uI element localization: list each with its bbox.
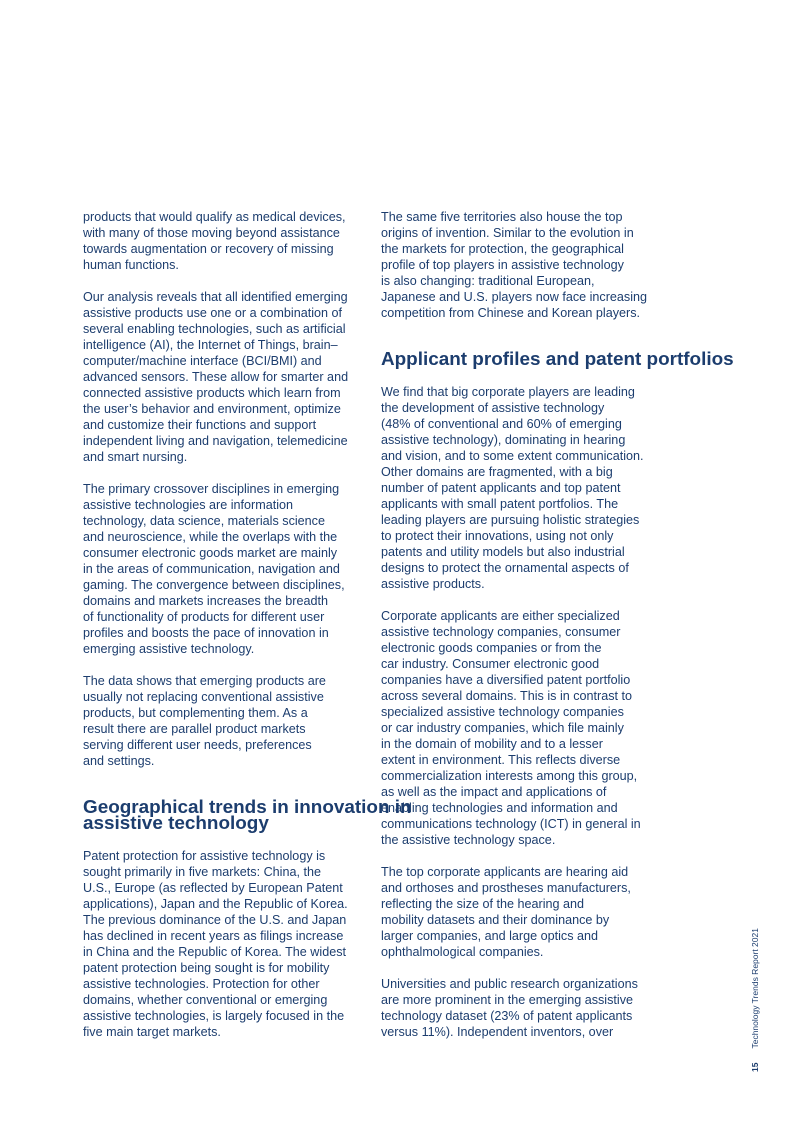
paragraph: The data shows that emerging products are usually not replacing conventional assistive products, but complementing them. As a result there are parallel product markets serving different user needs, preferences and settings. xyxy=(83,674,326,768)
paragraph: The primary crossover disciplines in emerging assistive technologies are information technology, data science, materials science and neuroscience, while the overlaps with the consumer electronic goods market are mainly in the areas of communication, navigation and gaming. The convergence between disciplines, domains and markets increases the breadth of functionality of products for different user profiles and boosts the pace of innovation in emerging assistive technology. xyxy=(83,482,345,656)
left-column xyxy=(83,209,412,1056)
paragraph: The same five territories also house the top origins of invention. Similar to the evolution in the markets for protection, the geographical profile of top players in assistive technology is also changing: traditional European, Japanese and U.S. players now face increasing competition from Chinese and Korean players. xyxy=(381,210,648,320)
paragraph: Corporate applicants are either specialized assistive technology companies, consumer electronic goods companies or from the car industry. Consumer electronic good companies have a diversified patent portfolio across several domains. This is in contrast to specialized assistive technology companies or car industry companies, which file mainly in the domain of mobility and to a lesser extent in environment. This reflects diverse commercialization interests among this group, as well as the impact and applications of enabling technologies and information and communications technology (ICT) in general in the assistive technology space. xyxy=(381,609,641,847)
paragraph: products that would qualify as medical devices, with many of those moving beyond assistance towards augmentation or recovery of missing human functions. xyxy=(83,210,346,272)
paragraph: Our analysis reveals that all identified emerging assistive products use one or a combination of several enabling technologies, such as artificial intelligence (AI), the Internet of Things, brain– computer/machine interface (BCI/BMI) and advanced sensors. These allow for smarter and connected assistive products which learn from the user’s behavior and environment, optimize and customize their functions and support independent living and navigation, telemedicine and smart nursing. xyxy=(83,290,349,464)
page-footer xyxy=(750,928,760,1072)
page-number: 15 xyxy=(750,1062,760,1072)
section-heading: Applicant profiles and patent portfolios xyxy=(381,349,734,370)
right-column xyxy=(381,209,734,1056)
paragraph: The top corporate applicants are hearing aid and orthoses and prostheses manufacturers, reflecting the size of the hearing and mobility datasets and their dominance by larger companies, and large optics and ophthalmological companies. xyxy=(381,865,631,959)
paragraph: Universities and public research organizations are more prominent in the emerging assistive technology dataset (23% of patent applicants versus 11%). Independent inventors, over xyxy=(381,977,638,1039)
paragraph: We find that big corporate players are leading the development of assistive technology (48% of conventional and 60% of emerging assistive technology), dominating in hearing and vision, and to some extent communication. Other domains are fragmented, with a big number of patent applicants and top patent applicants with small patent portfolios. The leading players are pursuing holistic strategies to protect their innovations, using not only patents and utility models but also industrial designs to protect the ornamental aspects of assistive products. xyxy=(381,385,644,591)
section-heading: Geographical trends in innovation in assistive technology xyxy=(83,797,412,834)
paragraph: Patent protection for assistive technology is sought primarily in five markets: China, the U.S., Europe (as reflected by European Patent applications), Japan and the Republic of Korea. The previous dominance of the U.S. and Japan has declined in recent years as filings increase in China and the Republic of Korea. The widest patent protection being sought is for mobility assistive technologies. Protection for other domains, whether conventional or emerging assistive technologies, is largely focused in the five main target markets. xyxy=(83,849,348,1039)
report-title: Technology Trends Report 2021 xyxy=(750,928,760,1049)
